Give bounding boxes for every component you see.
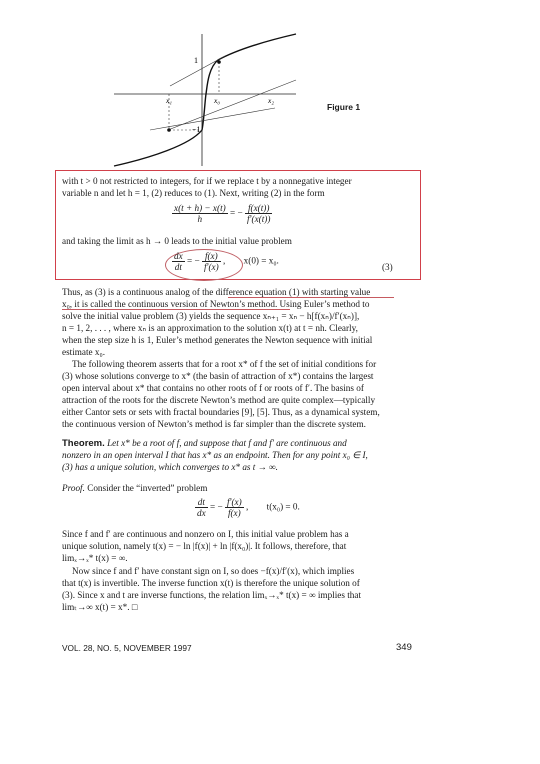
figure-label: Figure 1 — [327, 102, 361, 112]
page-number: 349 — [396, 642, 412, 653]
para-following-5: either Cantor sets or sets with fractal boundaries [9], [5]. Thus, as a dynamical system, — [62, 407, 380, 417]
para-since-2: unique solution, namely t(x) = − ln |f(x)| + ln |f(x₀)|. It follows, therefore, that — [62, 541, 347, 551]
tick-y-top: 1 — [194, 56, 198, 65]
para-following-6: the continuous version of Newton’s method is far simpler than the discrete system. — [62, 419, 366, 429]
point-top — [217, 60, 221, 64]
theorem-heading: Theorem. — [62, 438, 105, 449]
tick-y-bottom: −1 — [192, 125, 201, 134]
para-following-2: (3) whose solutions converge to x* (the basin of attraction of x*) contains the largest — [62, 371, 374, 381]
proof-line-1: Proof. Consider the “inverted” problem — [62, 483, 208, 493]
para-since-3: limₓ→ₓ* t(x) = ∞. — [62, 553, 128, 563]
tick-x2: x₂ — [268, 96, 274, 105]
para-thus-2: x₀, it is called the continuous version of Newton’s method. Using Euler’s method to — [62, 299, 370, 309]
equation-3: $\frac{dx}{dt}$ = − $\frac{f(x)}{f'(x)}$ , x(0) = x₀. — [174, 251, 279, 272]
para-thus-4: n = 1, 2, . . . , where xₙ is an approximation to the solution x(t) at t = nh. Clearly, — [62, 323, 358, 333]
journal-footer: VOL. 28, NO. 5, NOVEMBER 1997 — [62, 643, 192, 653]
para-thus-5: when the step size h is 1, Euler’s method generates the Newton sequence with initial — [62, 335, 373, 345]
newton-figure — [110, 30, 300, 170]
theorem-line-2: nonzero in an open interval I that has x* as an endpoint. Then for any point x₀ ∈ I, — [62, 450, 368, 460]
theorem-line-1: Theorem. Let x* be a root of f, and suppose that f and f′ are continuous and — [62, 438, 347, 449]
theorem-line-3: (3) has a unique solution, which converges to x* as t → ∞. — [62, 462, 278, 472]
para-thus-3: solve the initial value problem (3) yields the sequence xₙ₊₁ = xₙ − h[f(xₙ)/f′(xₙ)], — [62, 311, 360, 321]
box-line-2: variable n and let h = 1, (2) reduces to (1). Next, writing (2) in the form — [62, 188, 325, 198]
tick-x0: x₀ — [214, 96, 220, 105]
para-now-4: limₜ→∞ x(t) = x*. □ — [62, 602, 138, 612]
proof-heading: Proof. — [62, 483, 85, 493]
point-bottom — [167, 128, 171, 132]
equation-number-3: (3) — [382, 262, 393, 272]
box-line-1: with t > 0 not restricted to integers, for if we replace t by a nonnegative integer — [62, 176, 352, 186]
para-now-2: that t(x) is invertible. The inverse function x(t) is therefore the unique solution of — [62, 578, 360, 588]
para-now-3: (3). Since x and t are inverse functions, the relation limₓ→ₓ* t(x) = ∞ implies that — [62, 590, 361, 600]
box-line-3: and taking the limit as h → 0 leads to the initial value problem — [62, 236, 292, 246]
equation-inverted: $\frac{dt}{dx}$ = − $\frac{f'(x)}{f(x)}$ , t(x₀) = 0. — [197, 497, 300, 518]
para-now-1: Now since f and f′ have constant sign on I, so does −f(x)/f′(x), which implies — [72, 566, 355, 576]
tick-x1: x₁ — [166, 96, 172, 105]
para-thus-1: Thus, as (3) is a continuous analog of the difference equation (1) with starting value — [62, 287, 371, 297]
para-following-3: open interval about x* that contains no other roots of f or roots of f′. The basins of — [62, 383, 364, 393]
tangent-line-1 — [168, 80, 296, 130]
equation-difference: $\frac{x(t + h) - x(t)}{h}$ = − $\frac{f(x(t))}{f'(x(t))}$ — [174, 203, 271, 224]
para-thus-6: estimate x₀. — [62, 347, 106, 357]
para-since-1: Since f and f′ are continuous and nonzero on I, this initial value problem has a — [62, 529, 349, 539]
para-following-1: The following theorem asserts that for a root x* of f the set of initial conditions for — [72, 359, 377, 369]
para-following-4: attraction of the roots for the discrete Newton’s method are quite complex—typically — [62, 395, 376, 405]
